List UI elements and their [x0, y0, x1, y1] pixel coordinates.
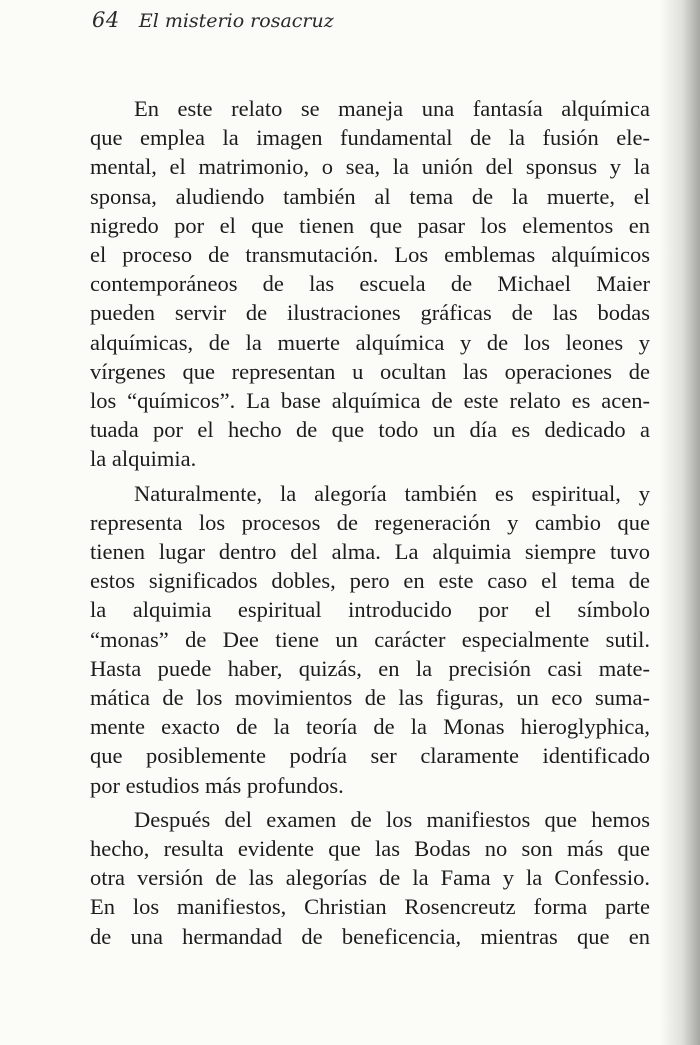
text-line: tuada por el hecho de que todo un día es dedicado a: [90, 417, 650, 443]
paragraph: [90, 805, 650, 951]
text-line: Después del examen de los manifiestos que hemos: [134, 806, 650, 832]
text-line: que emplea la imagen fundamental de la fusión ele-: [90, 125, 650, 151]
text-line: En este relato se maneja una fantasía alquímica: [134, 96, 650, 121]
text-line: mente exacto de la teoría de la Monas hieroglyphica,: [90, 714, 650, 740]
running-title: El misterio rosacruz: [138, 10, 334, 32]
text-line: pueden servir de ilustraciones gráficas de las bodas: [90, 300, 650, 326]
text-line: mática de los movimientos de las figuras, un eco suma-: [90, 685, 650, 711]
paragraph: [90, 94, 650, 474]
text-line: otra versión de las alegorías de la Fama y la Confessio.: [90, 865, 650, 891]
body-text: [90, 94, 650, 951]
paragraph: [90, 479, 650, 800]
text-line: por estudios más profundos.: [90, 772, 344, 798]
text-line: la alquimia.: [90, 446, 197, 472]
text-line: la alquimia espiritual introducido por el símbolo: [90, 597, 650, 623]
text-line: el proceso de transmutación. Los emblemas alquímicos: [90, 242, 650, 268]
text-line: representa los procesos de regeneración y cambio que: [90, 509, 650, 535]
text-line: Hasta puede haber, quizás, en la precisión casi mate-: [90, 655, 650, 681]
page-gutter-shadow: [660, 0, 700, 1045]
text-line: estos significados dobles, pero en este caso el tema de: [90, 568, 650, 594]
text-line: hecho, resulta evidente que las Bodas no son más que: [90, 836, 650, 862]
text-line: que posiblemente podría ser claramente identificado: [90, 743, 650, 769]
text-line: contemporáneos de las escuela de Michael Maier: [90, 271, 650, 297]
text-line: En los manifiestos, Christian Rosencreutz forma parte: [90, 894, 650, 920]
page-header: [92, 8, 640, 40]
text-line: sponsa, aludiendo también al tema de la muerte, el: [90, 183, 650, 209]
text-line: tienen lugar dentro del alma. La alquimia siempre tuvo: [90, 539, 650, 565]
text-line: alquímicas, de la muerte alquímica y de los leones y: [90, 329, 650, 355]
page-number: 64: [92, 8, 120, 32]
text-line: los “químicos”. La base alquímica de este relato es acen-: [90, 388, 650, 414]
text-line: “monas” de Dee tiene un carácter especialmente sutil.: [90, 626, 650, 652]
text-line: nigredo por el que tienen que pasar los elementos en: [90, 212, 650, 238]
text-line: de una hermandad de beneficencia, mientras que en: [90, 923, 650, 949]
text-line: Naturalmente, la alegoría también es espiritual, y: [134, 480, 650, 506]
text-line: mental, el matrimonio, o sea, la unión del sponsus y la: [90, 154, 650, 180]
text-line: vírgenes que representan u ocultan las operaciones de: [90, 358, 650, 384]
